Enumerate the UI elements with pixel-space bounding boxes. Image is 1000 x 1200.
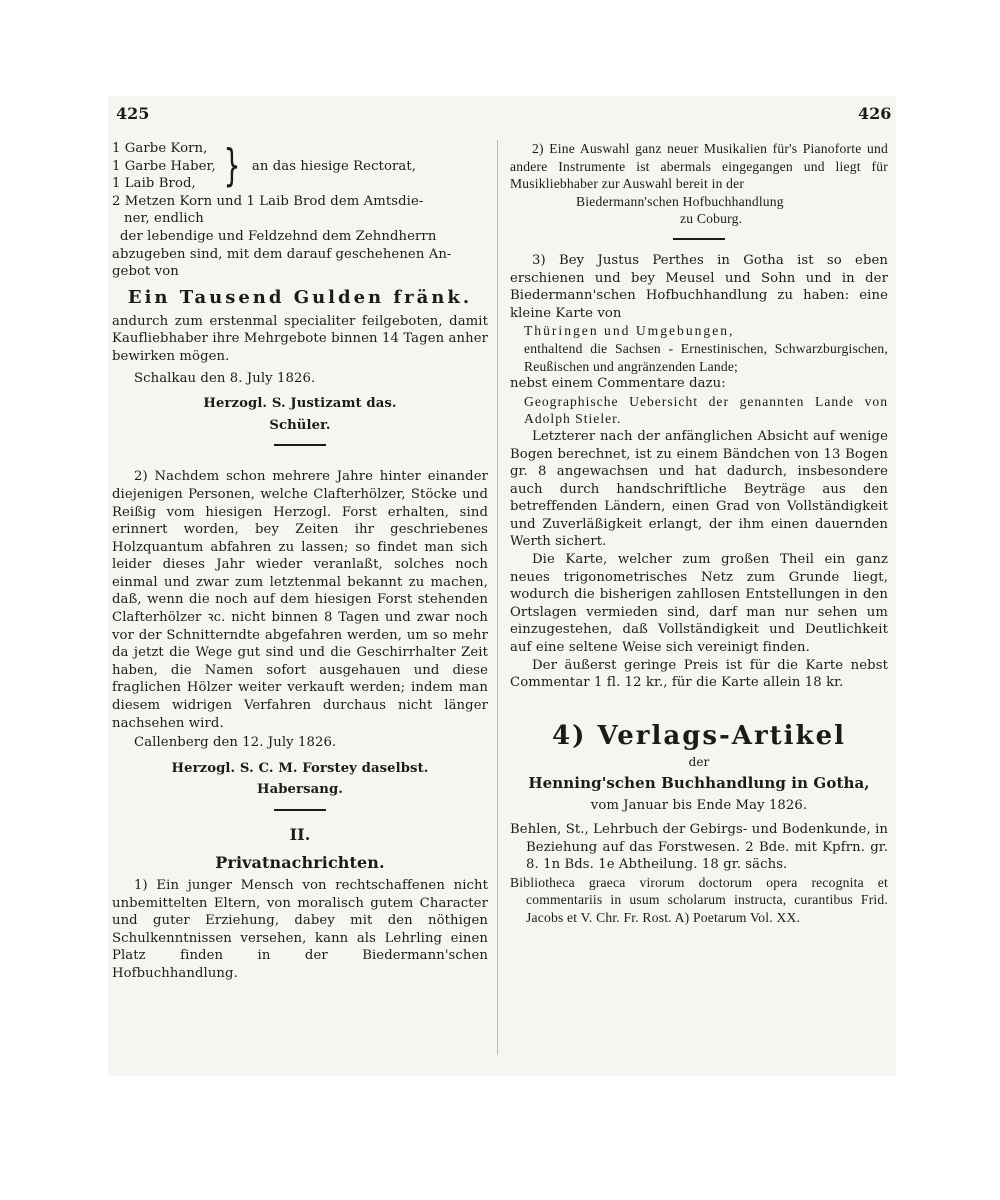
paragraph: Letzterer nach der anfänglichen Absicht auf wenige Bogen berechnet, ist zu einem Bändchen von 13 Bogen gr. 8 angewachsen und hat dadurch, insbesondere auch durch handschriftliche Beyträge aus den betreffenden Ländern, einen Grad von Vollständigkeit und Zuverläßigkeit erlangt, der ihm einen dauernden Werth sichert. (510, 428, 888, 550)
brace-item: 1 Garbe Haber, (112, 158, 216, 174)
brace-item: 1 Laib Brod, (112, 176, 196, 192)
map-title: Thüringen und Umgebungen, (524, 323, 735, 339)
text-line: 2 Metzen Korn und 1 Laib Brod dem Amtsdie- (112, 193, 424, 209)
office-signature: Herzogl. S. C. M. Forstey daselbst. (171, 760, 429, 776)
separator-rule (673, 238, 725, 240)
section-title: Privatnachrichten. (215, 853, 385, 872)
catalog-entry: Bibliotheca graeca virorum doctorum opera recognita et commentariis in usum scholarum instructa, curantibus Frid. Jacobs et V. Chr. Fr. Rost. A) Poetarum Vol. XX. (510, 874, 888, 925)
brace-item: 1 Garbe Korn, (112, 141, 208, 156)
amount-line: Ein Tausend Gulden fränk. (127, 286, 473, 308)
text-line: ner, endlich (124, 211, 204, 227)
paragraph: 3) Bey Justus Perthes in Gotha ist so eben erschienen und bey Meusel und Sohn und in der Biedermann'schen Hofbuchhandlung zu haben: eine kleine Karte von (510, 252, 888, 321)
text-line: der lebendige und Feldzehnd dem Zehndherrn (120, 228, 437, 244)
catalog-entry: Behlen, St., Lehrbuch der Gebirgs- und Bodenkunde, in Beziehung auf das Forstwesen. 2 Bde. mit Kpfrn. gr. 8. 1n Bds. 1e Abtheilung. 18 gr. sächs. (510, 822, 888, 873)
brace-target: an das hiesige Rectorat, (251, 158, 417, 174)
signature-name: Schüler. (269, 417, 331, 433)
section-number: II. (289, 825, 311, 844)
brace-glyph: } (223, 140, 241, 192)
commentary-title: Geographische Uebersicht der genannten Lande von Adolph Stieler. (524, 393, 888, 427)
text-line: abzugeben sind, mit dem darauf geschehenen An- (112, 246, 452, 262)
paragraph: 2) Eine Auswahl ganz neuer Musikalien für's Pianoforte und andere Instrumente ist abermals eingegangen und liegt für Musikliebhaber zur Auswahl bereit in der (510, 141, 888, 192)
page-number-right: 426 (858, 104, 892, 123)
separator-rule (274, 809, 326, 811)
publisher-heading: 4) Verlags-Artikel (552, 720, 846, 751)
text-line: nebst einem Commentare dazu: (510, 376, 726, 392)
paragraph: 1) Ein junger Mensch von rechtschaffenen nicht unbemittelten Eltern, von moralisch gutem Character und guter Erziehung, dabey mit den nöthigen Schulkenntnissen versehen, kann als Lehrling einen Platz finden in der Biedermann'schen Hofbuchhandlung. (112, 878, 488, 981)
paragraph: 2) Nachdem schon mehrere Jahre hinter einander diejenigen Personen, welche Clafterhölzer, Stöcke und Reißig vom hiesigen Herzogl. Forst erhalten, sind erinnert worden, bey Zeiten ihr geschriebenes Holzquantum abfahren zu lassen; so findet man sich leider dieses Jahr wieder veranlaßt, solches noch einmal und zwar zum letztenmal bekannt zu machen, daß, wenn die noch auf dem hiesigen Forst stehenden Clafterhölzer ꝛc. nicht binnen 8 Tagen und zwar noch vor der Schnitterndte abgefahren werden, um so mehr da jetzt die Wege gut sind und die Geschirrhalter Zeit haben, die Namen sofort ausgehauen und diese fraglichen Hölzer weiter verkauft werden; indem man diesem widrigen Verfahren durchaus nicht länger nachsehen wird. (112, 469, 488, 731)
right-column (510, 140, 888, 927)
text-line: gebot von (112, 264, 179, 280)
left-column (112, 140, 488, 983)
brace-items (112, 140, 216, 193)
publisher-firm: Henning'schen Buchhandlung in Gotha, (528, 774, 870, 793)
paragraph: andurch zum erstenmal specialiter feilgeboten, damit Kaufliebhaber ihre Mehrgebote binnen 14 Tagen anher bewirken mögen. (112, 313, 488, 364)
shop-place: zu Coburg. (680, 211, 743, 227)
delivery-lines (112, 193, 488, 281)
map-description: enthaltend die Sachsen - Ernestinischen, Schwarzburgischen, Reußischen und angränzenden Lande; (524, 340, 888, 374)
page-number-left: 425 (116, 104, 150, 123)
heading-connector: der (688, 754, 710, 769)
place-date: Callenberg den 12. July 1826. (134, 735, 337, 751)
paragraph: Der äußerst geringe Preis ist für die Karte nebst Commentar 1 fl. 12 kr., für die Karte allein 18 kr. (510, 657, 888, 691)
shop-name: Biedermann'schen Hofbuchhandlung (576, 193, 784, 209)
column-divider (497, 140, 498, 1055)
office-signature: Herzogl. S. Justizamt das. (203, 396, 397, 412)
signature-name: Habersang. (257, 782, 343, 798)
paragraph: Die Karte, welcher zum großen Theil ein ganz neues trigonometrisches Netz zum Grunde liegt, wodurch die bisherigen zahllosen Entstellungen in den Ortslagen vermieden sind, darf man nur sehen um einzugestehen, daß Vollständigkeit und Deutlichkeit auf eine seltene Weise sich vereinigt finden. (510, 552, 888, 656)
brace-block (112, 140, 488, 193)
publisher-range: vom Januar bis Ende May 1826. (590, 798, 808, 814)
separator-rule (274, 444, 326, 446)
place-date: Schalkau den 8. July 1826. (134, 370, 316, 386)
